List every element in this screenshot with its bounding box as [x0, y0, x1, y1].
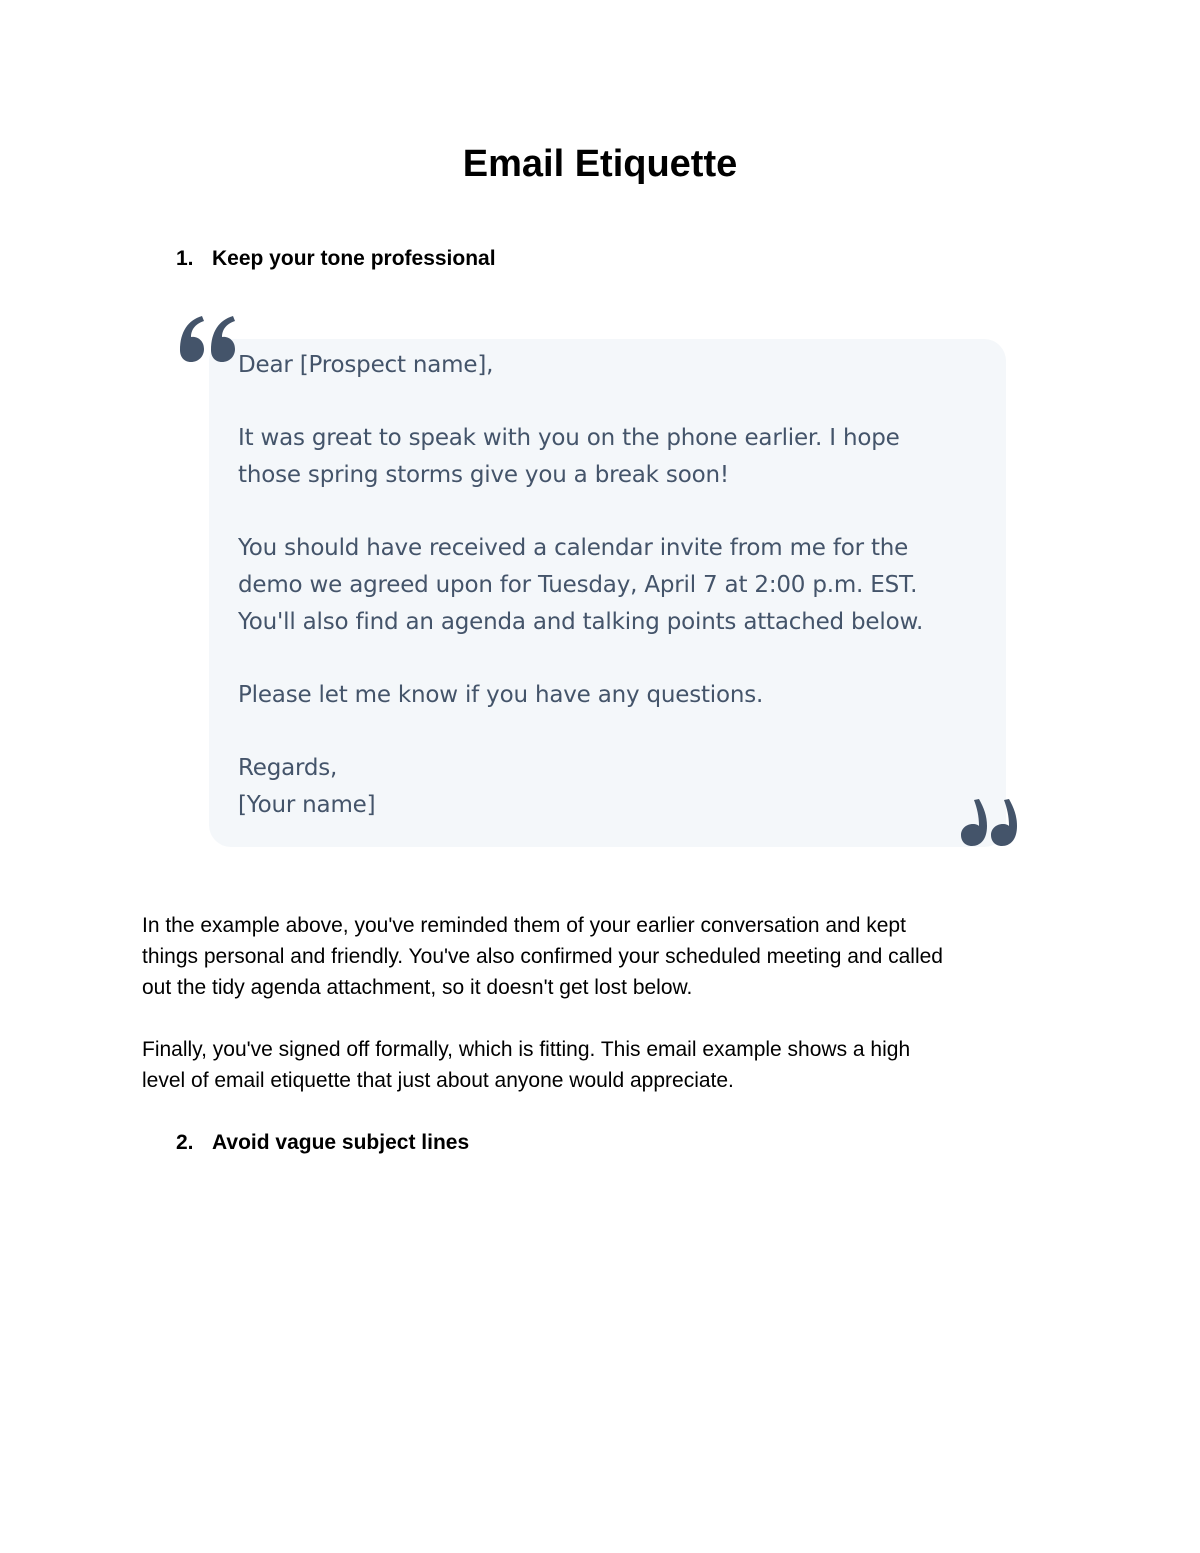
- email-signoff: Regards,: [238, 755, 338, 781]
- paragraph-line: Finally, you've signed off formally, which is fitting. This email example shows a high: [142, 1038, 911, 1061]
- email-body-line: demo we agreed upon for Tuesday, April 7 at 2:00 p.m. EST.: [238, 572, 918, 598]
- section-number: 2.: [176, 1131, 194, 1154]
- close-quote-icon: [958, 796, 1020, 848]
- section-heading-1: [176, 246, 496, 272]
- email-body-line: It was great to speak with you on the phone earlier. I hope: [238, 425, 900, 451]
- email-signature: [Your name]: [238, 792, 376, 818]
- section-heading-text: Avoid vague subject lines: [212, 1131, 470, 1154]
- section-number: 1.: [176, 247, 194, 270]
- email-body-line: Please let me know if you have any questions.: [238, 682, 764, 708]
- section-heading-2: [176, 1130, 469, 1156]
- email-body-line: those spring storms give you a break soon!: [238, 462, 729, 488]
- explanation-paragraph: [142, 910, 1062, 1003]
- email-body-line: You should have received a calendar invite from me for the: [238, 535, 909, 561]
- section-heading-text: Keep your tone professional: [212, 247, 496, 270]
- email-body-line: You'll also find an agenda and talking points attached below.: [238, 609, 924, 635]
- paragraph-line: things personal and friendly. You've also confirmed your scheduled meeting and called: [142, 945, 943, 968]
- page-title: Email Etiquette: [462, 143, 738, 185]
- paragraph-line: In the example above, you've reminded them of your earlier conversation and kept: [142, 914, 906, 937]
- paragraph-line: out the tidy agenda attachment, so it doesn't get lost below.: [142, 976, 693, 999]
- signoff-paragraph: [142, 1034, 1062, 1096]
- open-quote-icon: [178, 312, 240, 364]
- paragraph-line: level of email etiquette that just about anyone would appreciate.: [142, 1069, 734, 1092]
- email-greeting: Dear [Prospect name],: [238, 352, 494, 378]
- email-example-text: [238, 347, 988, 824]
